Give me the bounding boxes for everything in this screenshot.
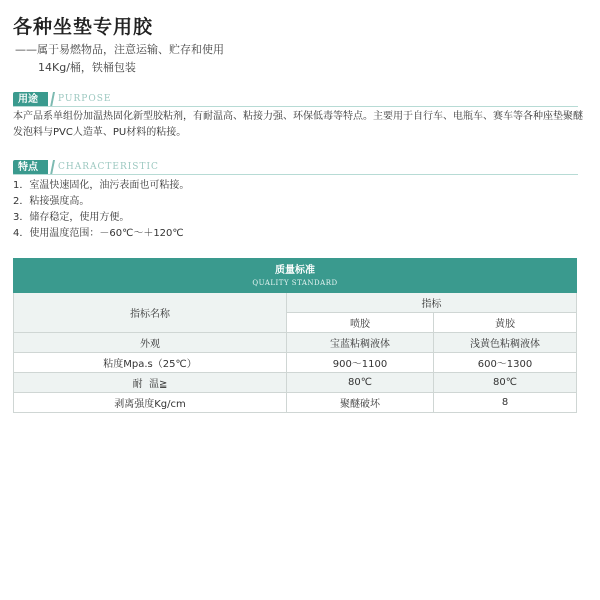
table-cell: 浅黄色粘稠液体 [434,333,577,353]
table-cell: 900～1100 [287,353,434,373]
table-cell: 粘度Mpa.s（25℃） [14,353,287,373]
table-title-en: QUALITY STANDARD [252,278,338,287]
characteristic-list [13,178,189,242]
table-cell: 剥离强度Kg/cm [14,393,287,413]
characteristic-divider [13,174,578,175]
table-header-row [14,259,577,293]
purpose-tag: 用途 [13,92,44,107]
table-cell: 600～1300 [434,353,577,373]
table-cell: 80℃ [287,373,434,393]
subtitle-warning: ——属于易燃物品，注意运输、贮存和使用 [15,43,224,56]
list-item: 1．室温快速固化，油污表面也可粘接。 [13,180,190,191]
table-row [14,353,577,373]
list-item: 3．储存稳定，使用方便。 [13,212,130,223]
table-cell: 8 [434,393,577,413]
table-title-cn: 质量标准 [275,264,315,276]
quality-standard-table [13,258,577,413]
table-row [14,333,577,353]
table-title [14,259,577,293]
characteristic-header [13,159,159,175]
purpose-en-label: PURPOSE [58,94,112,104]
col-header-value: 指标 [287,293,577,313]
table-row [14,373,577,393]
characteristic-tag: 特点 [13,160,44,175]
purpose-header [13,91,111,107]
table-cell: 外观 [14,333,287,353]
col-header-item: 指标名称 [14,293,287,333]
sub-col-yellow: 黄胶 [434,313,577,333]
table-cell: 宝蓝粘稠液体 [287,333,434,353]
page-title: 各种坐垫专用胶 [13,16,154,38]
table-row [14,393,577,413]
slash-decoration-icon [44,160,56,175]
purpose-text: 本产品系单组份加温热固化新型胶粘剂，有耐温高、粘接力强、环保低毒等特点。主要用于自行车、电瓶车、赛车等各种座垫聚醚发泡料与PVC人造革、PU材料的粘接。 [13,111,583,138]
table-row [14,293,577,313]
sub-col-spray: 喷胶 [287,313,434,333]
list-item: 2．粘接强度高。 [13,196,90,207]
purpose-divider [13,106,578,107]
slash-decoration-icon [44,92,56,107]
table-cell: 耐 温≧ [14,373,287,393]
characteristic-en-label: CHARACTERISTIC [58,162,159,172]
table-cell: 80℃ [434,373,577,393]
list-item: 4．使用温度范围：－60℃～＋120℃ [13,228,184,239]
subtitle-packaging: 14Kg/桶，铁桶包装 [38,61,136,74]
table-cell: 聚醚破坏 [287,393,434,413]
